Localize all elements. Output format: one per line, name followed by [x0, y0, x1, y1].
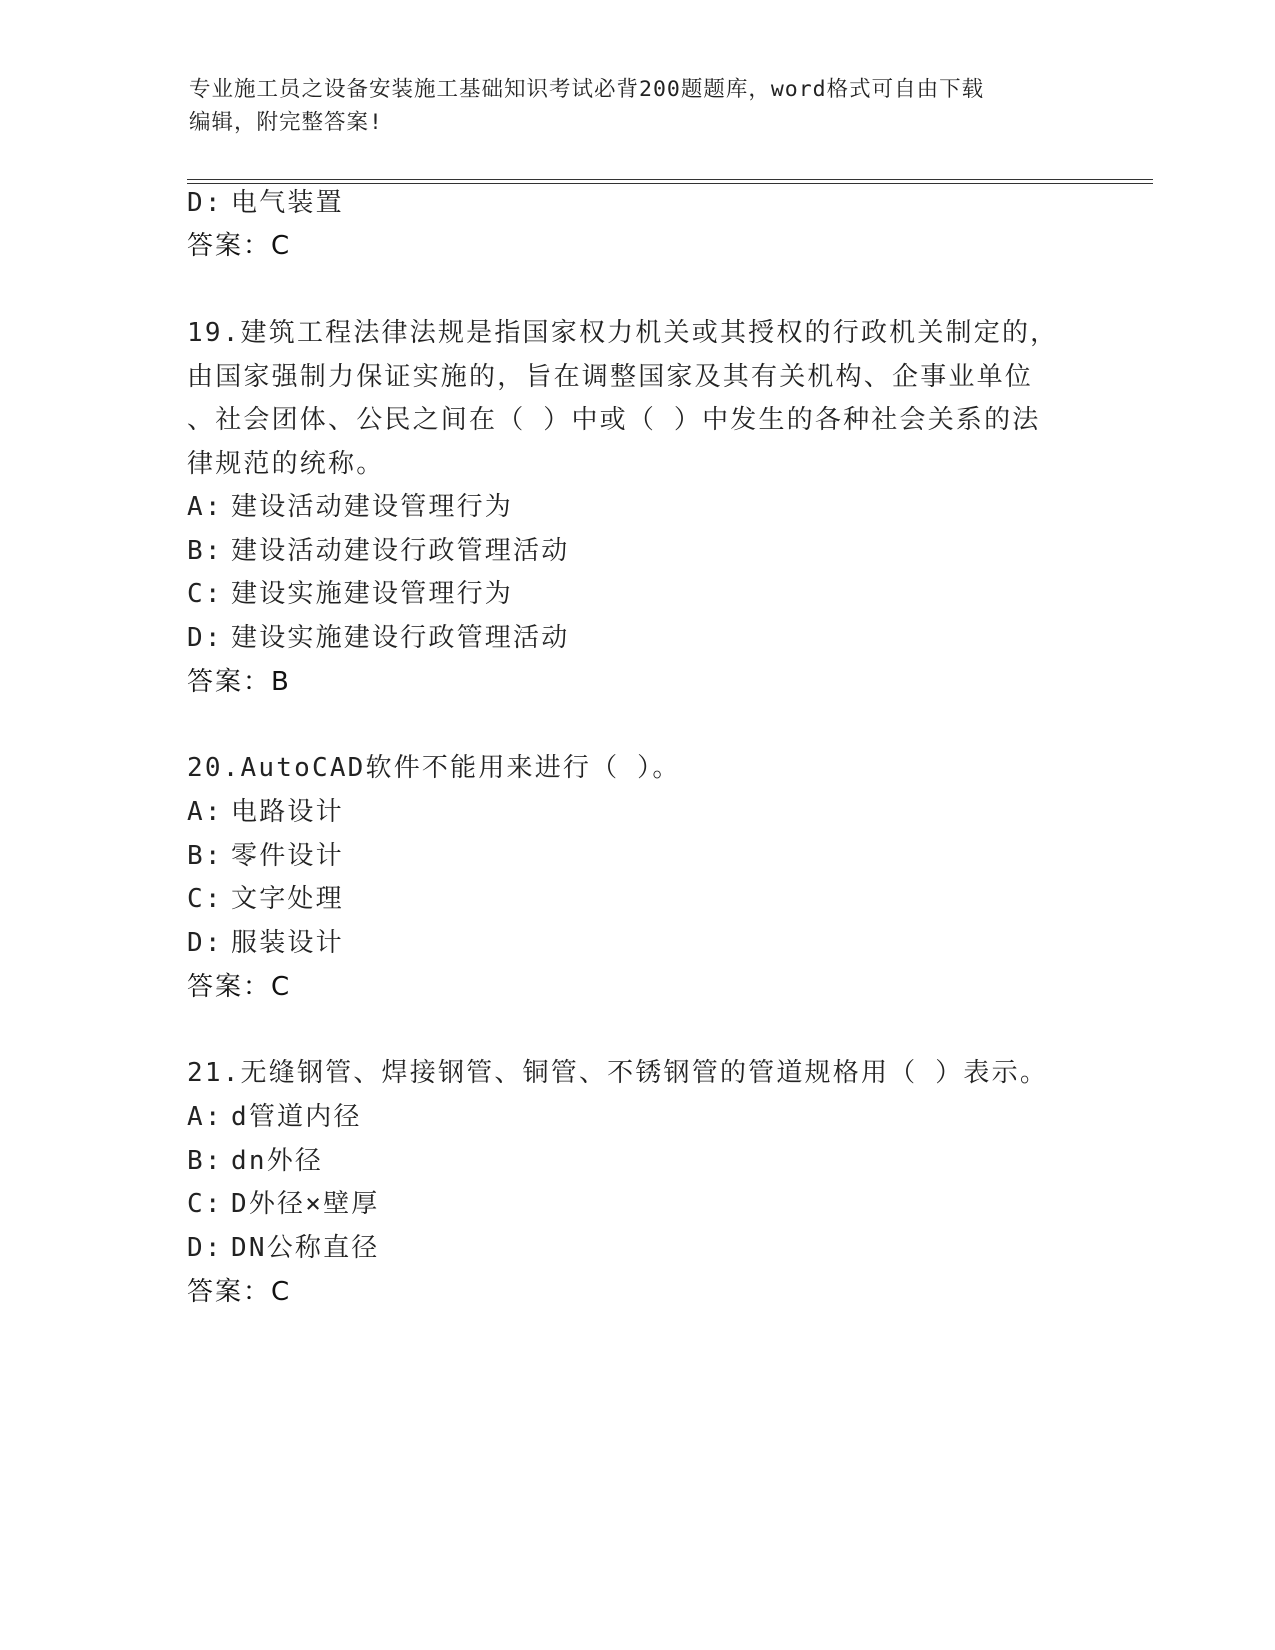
option-text: d管道内径: [231, 1102, 362, 1132]
q19-option-b: [187, 534, 569, 568]
option-text: 建设活动建设管理行为: [231, 492, 514, 522]
q20-option-d: [187, 926, 344, 960]
q21-option-a: [187, 1100, 362, 1134]
document-header: [189, 73, 1089, 139]
option-text: 建设实施建设管理行为: [231, 579, 514, 609]
q19-stem-line-2: 由国家强制力保证实施的，旨在调整国家及其有关机构、企事业单位: [187, 362, 1034, 392]
q21-option-c: [187, 1187, 380, 1221]
option-text: 零件设计: [231, 841, 344, 871]
q19-option-c: [187, 577, 513, 611]
option-letter: C:: [187, 579, 223, 609]
prev-option-d: [187, 186, 344, 220]
prev-answer: 答案：C: [187, 231, 292, 261]
option-letter: D:: [187, 928, 223, 958]
q19-stem-line-4: 律规范的统称。: [187, 449, 385, 479]
option-text: 建设活动建设行政管理活动: [231, 536, 570, 566]
option-letter: B:: [187, 841, 223, 871]
header-divider-bottom: [187, 183, 1153, 184]
q21-stem: 21.无缝钢管、焊接钢管、铜管、不锈钢管的管道规格用（ ）表示。: [187, 1058, 1049, 1088]
option-letter: C:: [187, 884, 223, 914]
option-text: 服装设计: [231, 928, 344, 958]
q19-option-a: [187, 490, 513, 524]
option-letter: C:: [187, 1189, 223, 1219]
option-text: 电路设计: [231, 797, 344, 827]
option-letter: D:: [187, 1233, 223, 1263]
option-text: dn外径: [231, 1146, 324, 1176]
option-letter: B:: [187, 1146, 223, 1176]
q19-answer: 答案：B: [187, 667, 291, 697]
option-letter: A:: [187, 492, 223, 522]
option-letter: D:: [187, 623, 223, 653]
option-text: D外径×壁厚: [231, 1189, 380, 1219]
option-letter: A:: [187, 797, 223, 827]
header-divider-top: [187, 179, 1153, 180]
header-line-1: 专业施工员之设备安装施工基础知识考试必背200题题库，word格式可自由下载: [189, 77, 985, 102]
q20-stem: 20.AutoCAD软件不能用来进行（ ）。: [187, 753, 681, 783]
q21-option-d: [187, 1231, 380, 1265]
option-letter: A:: [187, 1102, 223, 1132]
option-text: 文字处理: [231, 884, 344, 914]
q19-stem-line-1: 19.建筑工程法律法规是指国家权力机关或其授权的行政机关制定的，: [187, 318, 1059, 348]
q20-option-b: [187, 839, 344, 873]
option-text: DN公称直径: [231, 1233, 380, 1263]
q21-option-b: [187, 1144, 323, 1178]
option-letter: B:: [187, 536, 223, 566]
q20-option-a: [187, 795, 344, 829]
q19-option-d: [187, 621, 569, 655]
q21-answer: 答案：C: [187, 1277, 292, 1307]
option-text: 电气装置: [231, 188, 344, 218]
option-text: 建设实施建设行政管理活动: [231, 623, 570, 653]
header-line-2: 编辑，附完整答案!: [189, 110, 383, 135]
q20-answer: 答案：C: [187, 972, 292, 1002]
q20-option-c: [187, 882, 344, 916]
q19-stem-line-3: 、社会团体、公民之间在（ ）中或（ ）中发生的各种社会关系的法: [187, 405, 1041, 435]
option-letter: D:: [187, 188, 223, 218]
